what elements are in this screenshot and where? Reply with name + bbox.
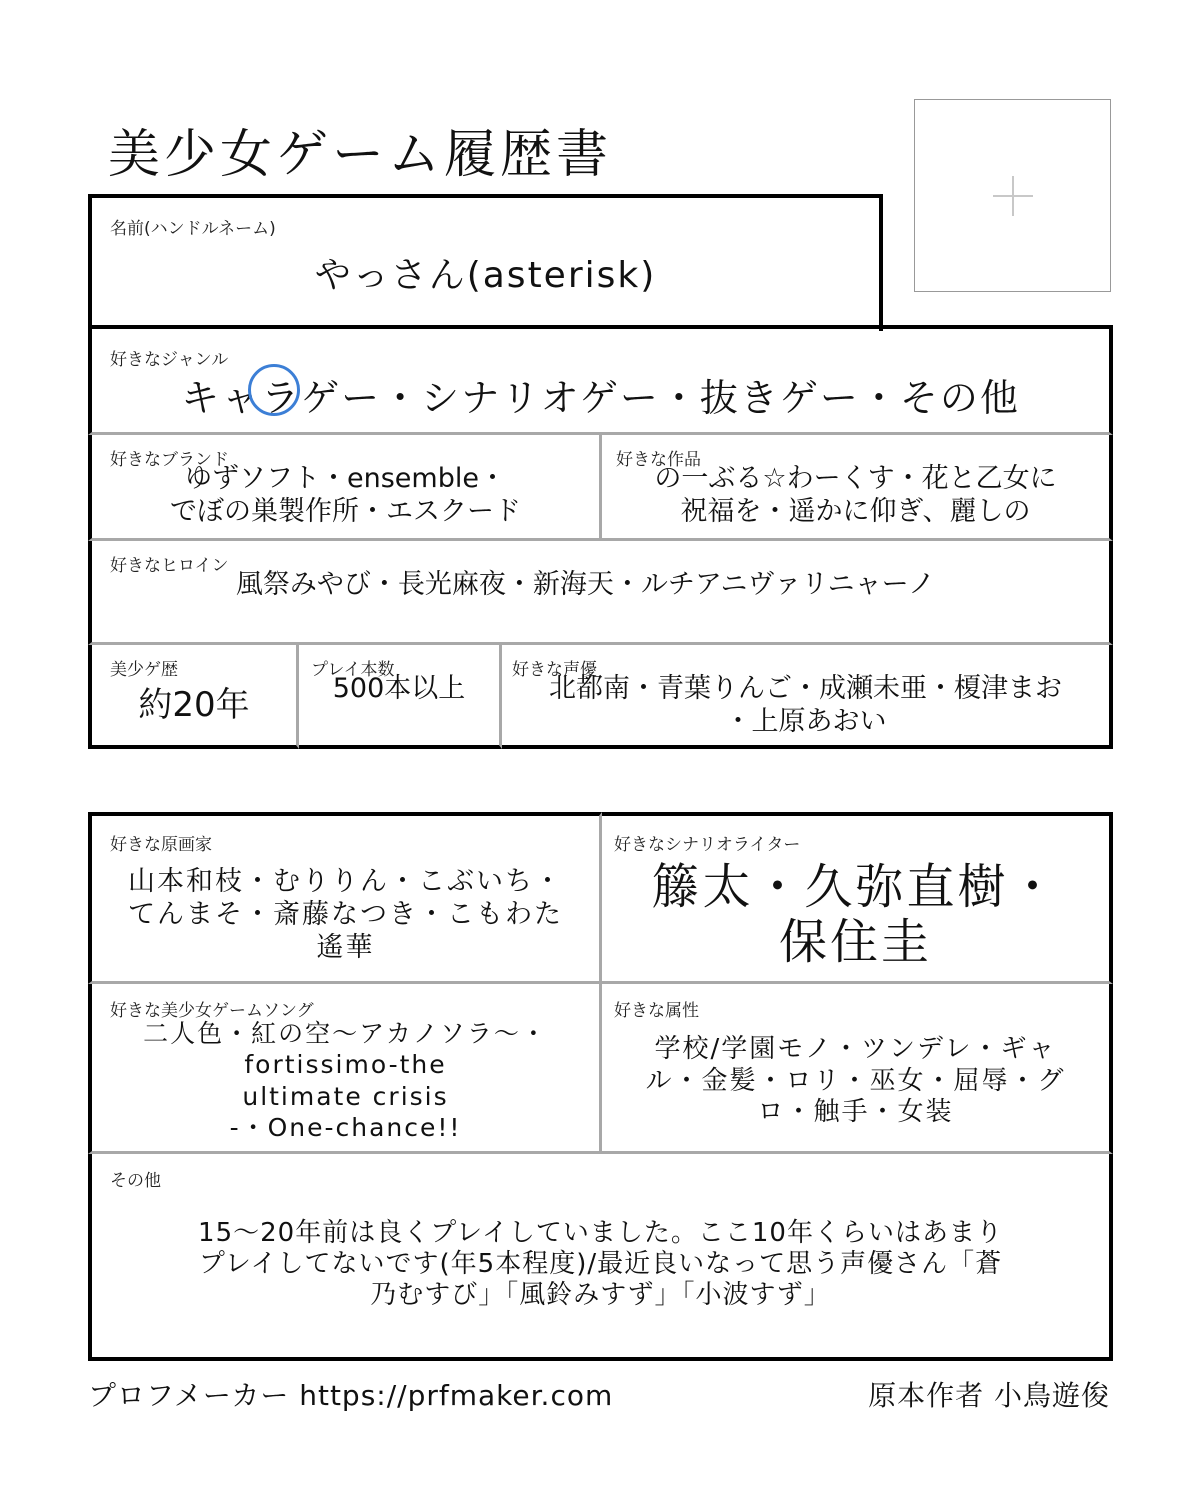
other-field [88, 1154, 1113, 1361]
song-value: 二人色・紅の空〜アカノソラ〜・ fortissimo-the ultimate crisis -・One-chance!! [143, 1019, 548, 1142]
song-label: 好きな美少女ゲームソング [110, 1001, 314, 1021]
other-value: 15〜20年前は良くプレイしていました。ここ10年くらいはあまり プレイしてないです(年5本程度)/最近良いなって思う声優さん「蒼 乃むすび」「風鈴みすず」「小波すず」 [198, 1218, 1003, 1311]
page-title: 美少女ゲーム履歴書 [108, 125, 613, 185]
author-credit: 原本作者 小鳥遊俊 [868, 1379, 1110, 1412]
name-field [88, 194, 883, 331]
other-label: その他 [110, 1171, 161, 1191]
photo-placeholder[interactable] [914, 99, 1111, 292]
artist-label: 好きな原画家 [110, 835, 212, 855]
voice-actor-value: 北都南・青葉りんご・成瀬未亜・榎津まお ・上原あおい [549, 673, 1062, 737]
writer-label: 好きなシナリオライター [614, 835, 801, 855]
attribute-value: 学校/学園モノ・ツンデレ・ギャ ル・金髪・ロリ・巫女・屈辱・グ ロ・触手・女装 [645, 1034, 1066, 1128]
history-field [88, 645, 299, 749]
brand-field [88, 435, 602, 541]
play-count-label: プレイ本数 [311, 660, 395, 680]
voice-actor-field [502, 645, 1113, 749]
name-label: 名前(ハンドルネーム) [110, 219, 276, 239]
writer-value: 籐太・久弥直樹・ 保住圭 [651, 859, 1060, 971]
play-count-value: 500本以上 [332, 673, 466, 704]
heroine-field [88, 541, 1113, 645]
history-label: 美少ゲ歴 [110, 660, 178, 680]
heroine-value: 風祭みやび・長光麻夜・新海天・ルチアニヴァリニャーノ [235, 569, 936, 600]
works-field [602, 435, 1113, 541]
writer-field [602, 812, 1113, 984]
artist-field [88, 812, 602, 984]
attribute-field [602, 984, 1113, 1154]
works-value: の一ぶる☆わーくす・花と乙女に 祝福を・遥かに仰ぎ、麗しの [654, 463, 1057, 527]
play-count-field [299, 645, 502, 749]
brand-value: ゆずソフト・ensemble・ でぼの巣製作所・エスクード [170, 463, 521, 527]
brand-label: 好きなブランド [110, 450, 229, 470]
heroine-label: 好きなヒロイン [110, 556, 229, 576]
maker-credit: プロフメーカー https://prfmaker.com [88, 1379, 614, 1412]
artist-value: 山本和枝・むりりん・こぶいち・ てんまそ・斎藤なつき・こもわた 遙華 [128, 866, 563, 963]
voice-actor-label: 好きな声優 [512, 660, 597, 680]
song-field [88, 984, 602, 1154]
genre-label: 好きなジャンル [110, 350, 229, 370]
attribute-label: 好きな属性 [614, 1001, 699, 1021]
works-label: 好きな作品 [616, 450, 701, 470]
genre-field [88, 325, 1113, 435]
name-value: やっさん(asterisk) [314, 255, 657, 296]
highlight-circle [248, 364, 300, 416]
history-value: 約20年 [138, 685, 250, 725]
genre-value: キャラゲー・シナリオゲー・抜きゲー・その他 [181, 376, 1020, 420]
